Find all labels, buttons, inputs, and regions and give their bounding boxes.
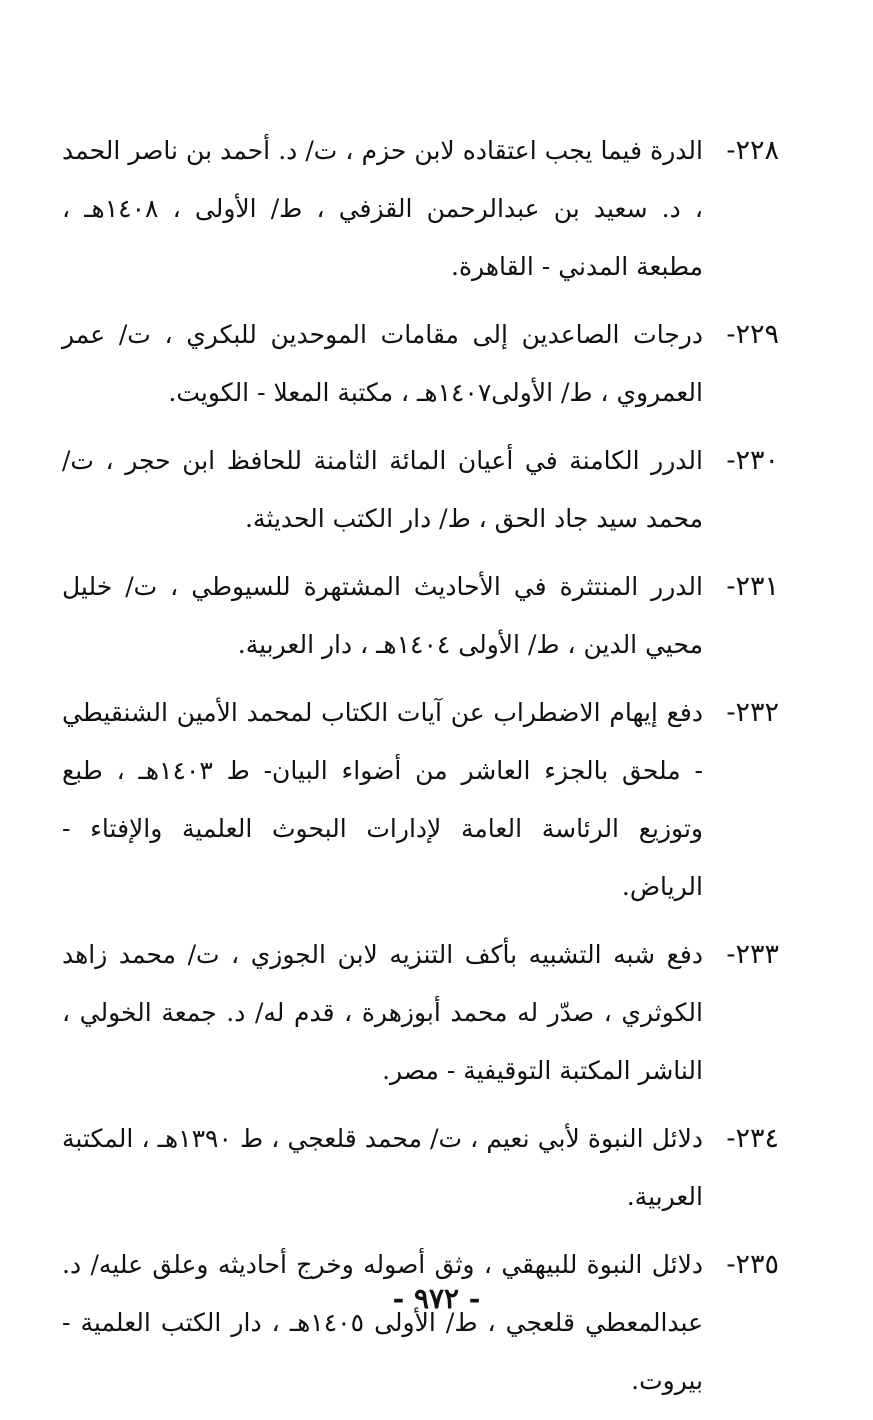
entry-text: الدرر الكامنة في أعيان المائة الثامنة للحافظ ابن حجر ، ت/ محمد سيد جاد الحق ، ط/ دار الكتب الحديثة.: [62, 446, 703, 533]
entry-number: ٢٣٣-: [726, 939, 779, 970]
entry-text: دفع شبه التشبيه بأكف التنزيه لابن الجوزي ، ت/ محمد زاهد الكوثري ، صدّر له محمد أبوزهرة ، قدم له/ د. جمعة الخولي ، الناشر المكتبة التوقيفية - مصر.: [62, 940, 703, 1085]
bibliography-entry: [62, 558, 779, 674]
entry-text: الدرة فيما يجب اعتقاده لابن حزم ، ت/ د. أحمد بن ناصر الحمد ، د. سعيد بن عبدالرحمن القزفي ، ط/ الأولى ، ١٤٠٨هـ ، مطبعة المدني - القاهرة.: [62, 136, 703, 281]
bibliography-list: [62, 122, 779, 1420]
entry-number: ٢٣٤-: [726, 1123, 779, 1154]
entry-number: ٢٣٢-: [726, 697, 779, 728]
entry-text: درجات الصاعدين إلى مقامات الموحدين للبكري ، ت/ عمر العمروي ، ط/ الأولى١٤٠٧هـ ، مكتبة المعلا - الكويت.: [62, 320, 703, 407]
entry-number: ٢٣٠-: [726, 445, 779, 476]
page-number: - ٩٧٢ -: [392, 1282, 481, 1315]
entry-text: دفع إيهام الاضطراب عن آيات الكتاب لمحمد الأمين الشنقيطي - ملحق بالجزء العاشر من أضواء البيان- ط ١٤٠٣هـ ، طبع وتوزيع الرئاسة العامة لإدارات البحوث العلمية والإفتاء - الرياض.: [62, 698, 703, 901]
bibliography-entry: [62, 926, 779, 1100]
entry-number: ٢٢٨-: [726, 135, 779, 166]
bibliography-entry: [62, 432, 779, 548]
entry-number: ٢٢٩-: [726, 319, 779, 350]
bibliography-entry: [62, 122, 779, 296]
entry-number: ٢٣٥-: [726, 1249, 779, 1280]
bibliography-entry: [62, 684, 779, 916]
entry-text: دلائل النبوة لأبي نعيم ، ت/ محمد قلعجي ، ط ١٣٩٠هـ ، المكتبة العربية.: [62, 1124, 703, 1211]
entry-text: دلائل النبوة للبيهقي ، وثق أصوله وخرج أحاديثه وعلق عليه/ د. عبدالمعطي قلعجي ، ط/ الأولى ١٤٠٥هـ ، دار الكتب العلمية - بيروت.: [62, 1250, 703, 1395]
entry-number: ٢٣١-: [726, 571, 779, 602]
bibliography-entry: [62, 1110, 779, 1226]
entry-text: الدرر المنتثرة في الأحاديث المشتهرة للسيوطي ، ت/ خليل محيي الدين ، ط/ الأولى ١٤٠٤هـ ، دار العربية.: [62, 572, 703, 659]
bibliography-entry: [62, 306, 779, 422]
